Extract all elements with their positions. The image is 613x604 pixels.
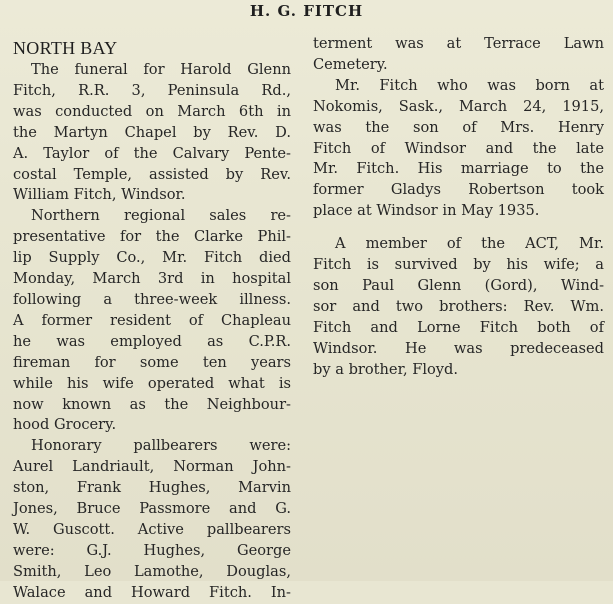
- text-line: sor and two brothers: Rev. Wm.: [313, 297, 604, 315]
- text-line: was the son of Mrs. Henry: [313, 118, 604, 136]
- text-line: Mr. Fitch who was born at: [335, 76, 604, 94]
- text-line: Smith, Leo Lamothe, Douglas,: [13, 562, 291, 580]
- text-line: Mr. Fitch. His marriage to the: [313, 160, 604, 178]
- headline: H. G. FITCH: [249, 2, 364, 20]
- text-line: Fitch, R.R. 3, Peninsula Rd.,: [13, 81, 291, 99]
- text-line: by a brother, Floyd.: [313, 360, 459, 378]
- text-line: Honorary pallbearers were:: [31, 437, 291, 455]
- text-line: A. Taylor of the Calvary Pente-: [13, 144, 291, 162]
- text-line: ston, Frank Hughes, Marvin: [13, 479, 291, 497]
- text-line: lip Supply Co., Mr. Fitch died: [13, 249, 291, 267]
- text-line: was conducted on March 6th in: [13, 102, 291, 120]
- text-line: Walace and Howard Fitch. In-: [13, 583, 291, 601]
- text-line: while his wife operated what is: [13, 374, 291, 392]
- text-line: Fitch is survived by his wife; a: [313, 256, 604, 274]
- right-column: [313, 34, 604, 381]
- text-line: following a three-week illness.: [13, 290, 291, 308]
- paragraph-gap: [313, 222, 604, 234]
- text-line: Cemetery.: [313, 55, 388, 73]
- text-line: were: G.J. Hughes, George: [13, 541, 291, 559]
- text-line: W. Guscott. Active pallbearers: [13, 520, 291, 538]
- text-line: now known as the Neighbour-: [13, 395, 291, 413]
- text-line: fireman for some ten years: [13, 353, 291, 371]
- text-line: terment was at Terrace Lawn: [313, 35, 604, 52]
- text-line: Jones, Bruce Passmore and G.: [13, 500, 291, 518]
- text-line: William Fitch, Windsor.: [13, 186, 186, 204]
- text-line: Aurel Landriault, Norman John-: [13, 458, 291, 476]
- text-line: place at Windsor in May 1935.: [313, 202, 540, 220]
- text-line: Fitch of Windsor and the late: [313, 139, 604, 157]
- text-line: the Martyn Chapel by Rev. D.: [13, 123, 291, 141]
- text-line: former Gladys Robertson took: [313, 181, 604, 199]
- text-line: he was employed as C.P.R.: [13, 332, 291, 350]
- text-line: Windsor. He was predeceased: [313, 339, 604, 357]
- left-column: [13, 36, 291, 604]
- text-line: hood Grocery.: [13, 416, 117, 434]
- dateline: NORTH BAY: [13, 38, 118, 58]
- text-line: costal Temple, assisted by Rev.: [13, 165, 291, 183]
- text-line: A member of the ACT, Mr.: [335, 235, 604, 253]
- text-line: The funeral for Harold Glenn: [31, 61, 291, 78]
- text-line: Monday, March 3rd in hospital: [13, 270, 291, 288]
- text-line: presentative for the Clarke Phil-: [13, 228, 291, 246]
- text-line: Northern regional sales re-: [31, 207, 291, 225]
- text-line: Nokomis, Sask., March 24, 1915,: [313, 97, 604, 115]
- text-line: Fitch and Lorne Fitch both of: [313, 318, 604, 336]
- text-line: A former resident of Chapleau: [13, 311, 291, 329]
- text-line: son Paul Glenn (Gord), Wind-: [313, 276, 604, 294]
